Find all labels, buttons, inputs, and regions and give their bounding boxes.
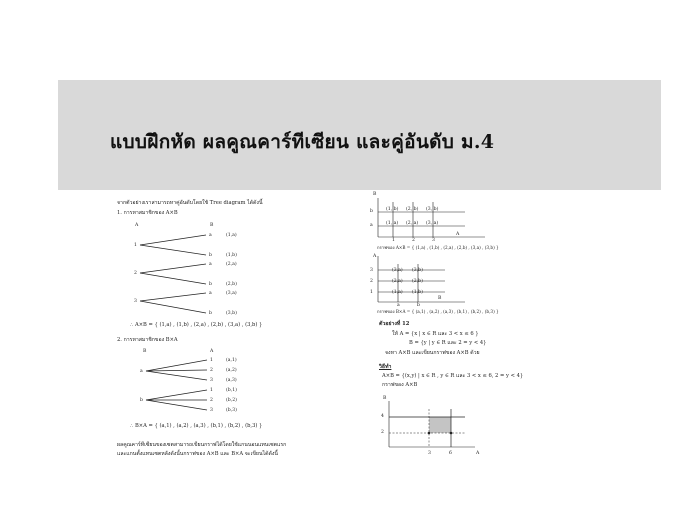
grid3-y-tick: 2 bbox=[381, 430, 384, 435]
tree2-pair: (a,1) bbox=[226, 358, 237, 363]
grid1-caption: กราฟของ A×B = { (1,a) , (1,b) , (2,a) , (2,b) , (3,a) , (3,b) } bbox=[377, 245, 499, 250]
tree2-pair: (b,2) bbox=[226, 398, 237, 403]
result-axb: ∴ A×B = { (1,a) , (1,b) , (2,a) , (2,b) , (3,a) , (3,b) } bbox=[130, 322, 263, 328]
example-line-2: B = {y | y ∈ R และ 2 = y < 4} bbox=[409, 340, 487, 346]
tree1-parent: 1 bbox=[134, 243, 137, 248]
grid3-axis-x: A bbox=[476, 451, 480, 456]
grid1-cell: (3, b) bbox=[426, 207, 439, 212]
grid1-cell: (2, b) bbox=[406, 207, 419, 212]
result-bxa: ∴ B×A = { (a,1) , (a,2) , (a,3) , (b,1) , (b,2) , (b,3) } bbox=[130, 423, 263, 429]
grid1-cell: (1, a) bbox=[386, 221, 399, 226]
tree2-pair: (b,3) bbox=[226, 408, 237, 413]
tree2-col-b: B bbox=[143, 349, 147, 354]
tree1-pair: (2,a) bbox=[226, 262, 237, 267]
grid2-row-label: 1 bbox=[370, 290, 373, 295]
grid2-cell: (2,b) bbox=[412, 279, 423, 284]
tree2-child: 1 bbox=[210, 358, 213, 363]
grid1-cell: (3, a) bbox=[426, 221, 439, 226]
grid2-row-label: 3 bbox=[370, 268, 373, 273]
tree1-parent: 3 bbox=[134, 299, 137, 304]
grid2-row-label: 2 bbox=[370, 279, 373, 284]
grid3-x-tick: 6 bbox=[449, 451, 452, 456]
tree1-pair: (3,b) bbox=[226, 311, 237, 316]
tree1-pair: (2,b) bbox=[226, 282, 237, 287]
tree1-child: a bbox=[209, 291, 212, 296]
grid2-col-label: b bbox=[417, 303, 420, 308]
heading-axb: 1. การหาสมาชิกของ A×B bbox=[117, 210, 178, 216]
example-line-1: ให้ A = {x | x ∈ R และ 3 < x ≤ 6 } bbox=[392, 331, 479, 337]
tree2-child: 2 bbox=[210, 368, 213, 373]
grid2-cell: (1,a) bbox=[392, 290, 403, 295]
grid1-axis-x: A bbox=[456, 232, 460, 237]
tree1-child: b bbox=[209, 311, 212, 316]
note-line-2: และแกนตั้งแทนเซตหลังดังนั้นกราฟของ A×B และ B×A จะเขียนได้ดังนี้ bbox=[117, 451, 278, 457]
tree1-child: a bbox=[209, 262, 212, 267]
grid1-row-label: b bbox=[370, 209, 373, 214]
grid2-cell: (3,a) bbox=[392, 268, 403, 273]
tree2-child: 2 bbox=[210, 398, 213, 403]
tree2-pair: (b,1) bbox=[226, 388, 237, 393]
grid2-axis-y: A bbox=[373, 254, 377, 259]
grid1-col-label: 1 bbox=[392, 238, 395, 243]
grid1-cell: (1, b) bbox=[386, 207, 399, 212]
grid1-axis-y: B bbox=[373, 192, 377, 197]
heading-bxa: 2. การหาสมาชิกของ B×A bbox=[117, 337, 178, 343]
tree-diagrams bbox=[112, 218, 222, 418]
slide-title: แบบฝึกหัด ผลคูณคาร์ทีเซียน และคู่อันดับ ม.4 bbox=[110, 131, 495, 153]
solution-line-2: กราฟของ A×B bbox=[382, 382, 418, 388]
tree2-child: 3 bbox=[210, 408, 213, 413]
grid3-axis-y: B bbox=[383, 396, 387, 401]
intro-text: จากตัวอย่างเราสามารถหาคู่อันดับโดยใช้ Tree diagram ได้ดังนี้ bbox=[117, 200, 263, 206]
tree1-pair: (1,a) bbox=[226, 233, 237, 238]
tree1-pair: (3,a) bbox=[226, 291, 237, 296]
tree1-child: b bbox=[209, 282, 212, 287]
note-line-1: ผลคูณคาร์ทีเซียนของเซตสามารถเขียนกราฟได้โดยใช้แกนนอนแทนเซตแรก bbox=[117, 442, 287, 448]
grid2-cell: (1,b) bbox=[412, 290, 423, 295]
grid1-col-label: 3 bbox=[432, 238, 435, 243]
tree1-parent: 2 bbox=[134, 271, 137, 276]
solution-heading: วิธีทำ bbox=[379, 364, 392, 370]
grid2-col-label: a bbox=[397, 303, 400, 308]
tree2-child: 1 bbox=[210, 388, 213, 393]
grid2-cell: (2,a) bbox=[392, 279, 403, 284]
solution-line-1: A×B = {(x,y) | x ∈ R , y ∈ R และ 3 < x ≤ 6, 2 = y < 4} bbox=[382, 373, 524, 379]
tree1-child: b bbox=[209, 253, 212, 258]
tree2-parent: b bbox=[140, 398, 143, 403]
example-line-3: จงหา A×B และเขียนกราฟของ A×B ด้วย bbox=[385, 350, 480, 356]
tree2-parent: a bbox=[140, 369, 143, 374]
grid3-x-tick: 3 bbox=[428, 451, 431, 456]
tree1-child: a bbox=[209, 233, 212, 238]
grid1-cell: (2, a) bbox=[406, 221, 419, 226]
tree1-col-a: A bbox=[135, 223, 139, 228]
grid2-caption: กราฟของ B×A = { (a,1) , (a,2) , (a,3) , (b,1) , (b,2) , (b,3) } bbox=[377, 309, 499, 314]
tree2-child: 3 bbox=[210, 378, 213, 383]
grid2-cell: (3,b) bbox=[412, 268, 423, 273]
tree2-pair: (a,3) bbox=[226, 378, 237, 383]
grid1-col-label: 2 bbox=[412, 238, 415, 243]
tree2-col-a: A bbox=[210, 349, 214, 354]
grid2-axis-x: B bbox=[438, 296, 442, 301]
tree2-pair: (a,2) bbox=[226, 368, 237, 373]
example-heading: ตัวอย่างที่ 12 bbox=[379, 321, 410, 327]
tree1-col-b: B bbox=[210, 223, 214, 228]
tree1-pair: (1,b) bbox=[226, 253, 237, 258]
grid1-row-label: a bbox=[370, 223, 373, 228]
grid3-y-tick: 4 bbox=[381, 414, 384, 419]
